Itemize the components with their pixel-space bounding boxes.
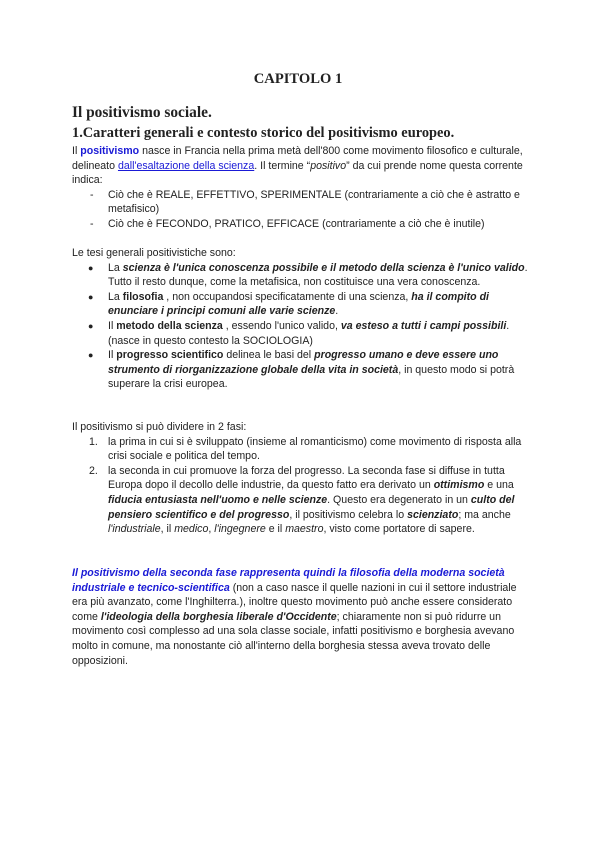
- bullet-marker: ●: [88, 350, 94, 361]
- section-title: Il positivismo sociale.: [72, 104, 212, 121]
- bullet-marker: ●: [88, 262, 94, 273]
- tesi-intro: Le tesi generali positivistiche sono:: [72, 247, 236, 259]
- tesi-block: [72, 246, 534, 392]
- list-item: ● La scienza è l'unica conoscenza possibile e il metodo della scienza è l'unico valido. Tutto il resto dunque, come la metafisica, non costituisce una vera conoscenza.: [88, 261, 528, 289]
- list-item: 1. la prima in cui si è sviluppato (insieme al romanticismo) come movimento di risposta alla crisi sociale e politica del tempo.: [89, 435, 522, 463]
- bullet-marker: ●: [88, 320, 94, 331]
- section-subtitle: 1.Caratteri generali e contesto storico del positivismo europeo.: [72, 125, 455, 141]
- bullet-marker: ●: [88, 291, 94, 302]
- list-item: ● La filosofia , non occupandosi specificatamente di una scienza, ha il compito di enunciare i principi comuni alle varie scienze.: [88, 290, 489, 318]
- list-item: ● Il progresso scientifico delinea le basi del progresso umano e deve essere uno strumento di riorganizzazione globale della vita in società, in questo modo si potrà superare la crisi europea.: [88, 349, 515, 391]
- fasi-intro: Il positivismo si può dividere in 2 fasi:: [72, 421, 247, 433]
- closing-paragraph: Il positivismo della seconda fase rappresenta quindi la filosofia della moderna società industriale e tecnico-scientifica (non a caso nasce il quelle nazioni in cui il settore industriale era più avanzato, come l'Inghilterra.), inoltre questo movimento può anche essere considerato come l'ideologia della borghesia liberale d'Occidente; chiaramente non si può ridurre un movimento così complesso ad una sola classe sociale, infatti positivismo e borghesia avevano molto in comune, ma nonostante ciò all'interno della borghesia stessa aveva trovato delle opposizioni.: [72, 567, 517, 667]
- list-item: - Ciò che è FECONDO, PRATICO, EFFICACE (contrariamente a ciò che è inutile): [90, 217, 485, 230]
- list-item: - Ciò che è REALE, EFFETTIVO, SPERIMENTALE (contrariamente a ciò che è astratto e metafisico): [90, 188, 520, 216]
- intro-paragraph: Il positivismo nasce in Francia nella prima metà dell'800 come movimento filosofico e culturale, delineato dall'esaltazione della scienza. Il termine “positivo” da cui prende nome questa corrente indica:: [72, 145, 523, 187]
- chapter-heading: CAPITOLO 1: [253, 71, 343, 87]
- list-item: 2. la seconda in cui promuove la forza del progresso. La seconda fase si diffuse in tutta Europa dopo il decollo delle industrie, da questo fatto era derivato un ottimismo e una fiducia entusiasta nell'uomo e nelle scienze. Questo era degenerato in un culto del pensiero scientifico e del progresso, il positivismo celebra lo scienziato; ma anche l'industriale, il medico, l'ingegnere e il maestro, visto come portatore di sapere.: [89, 464, 515, 536]
- dash-marker: -: [90, 217, 94, 230]
- dash-marker: -: [90, 188, 94, 201]
- scienza-link[interactable]: dall'esaltazione della scienza: [117, 159, 255, 172]
- fasi-block: [72, 420, 534, 537]
- number-marker: 1.: [89, 435, 98, 448]
- list-item: ● Il metodo della scienza , essendo l'unico valido, va esteso a tutti i campi possibili. (nasce in questo contesto la SOCIOLOGIA): [88, 319, 510, 347]
- intro-block: [72, 144, 534, 232]
- number-marker: 2.: [89, 464, 98, 477]
- positivismo-term: positivismo: [80, 145, 140, 157]
- closing-block: [72, 566, 534, 668]
